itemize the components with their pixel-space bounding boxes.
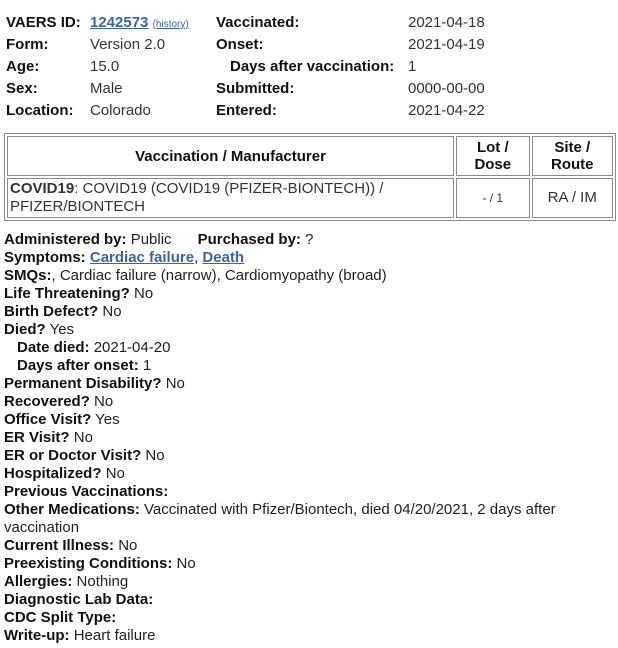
onset-value: 2021-04-19 bbox=[408, 36, 485, 53]
preexisting-conditions-label: Preexisting Conditions: bbox=[4, 555, 173, 572]
allergies-row bbox=[4, 573, 616, 591]
life-threatening-row bbox=[4, 285, 616, 303]
location-value: Colorado bbox=[90, 102, 151, 119]
diagnostic-lab-data-label: Diagnostic Lab Data: bbox=[4, 591, 154, 608]
current-illness-row bbox=[4, 537, 616, 555]
age-label: Age: bbox=[6, 58, 40, 75]
diagnostic-lab-data-row bbox=[4, 591, 616, 609]
permanent-disability-value: No bbox=[165, 375, 185, 392]
administered-value: Public bbox=[130, 231, 172, 248]
office-visit-value: Yes bbox=[95, 411, 120, 428]
col-site-label: Site / bbox=[554, 139, 591, 156]
write-up-row bbox=[4, 627, 616, 645]
died-value: Yes bbox=[49, 321, 75, 338]
life-threatening-label: Life Threatening? bbox=[4, 285, 130, 302]
administered-row bbox=[4, 231, 616, 249]
hospitalized-value: No bbox=[105, 465, 125, 482]
smqs-label: SMQs: bbox=[4, 267, 52, 284]
submitted-value: 0000-00-00 bbox=[408, 80, 485, 97]
vaccinated-value: 2021-04-18 bbox=[408, 14, 485, 31]
died-label: Died? bbox=[4, 321, 46, 338]
symptom-link-death[interactable]: Death bbox=[202, 249, 245, 266]
died-row bbox=[4, 321, 616, 339]
purchased-label: Purchased by: bbox=[197, 231, 301, 248]
hospitalized-row bbox=[4, 465, 616, 483]
write-up-label: Write-up: bbox=[4, 627, 70, 644]
table-row bbox=[7, 178, 613, 218]
other-medications-row bbox=[4, 501, 616, 537]
write-up-value: Heart failure bbox=[73, 627, 156, 644]
birth-defect-value: No bbox=[102, 303, 122, 320]
entered-value: 2021-04-22 bbox=[408, 102, 485, 119]
vaers-id-link[interactable]: 1242573 bbox=[90, 14, 149, 31]
er-doctor-visit-value: No bbox=[145, 447, 165, 464]
vaers-id-label: VAERS ID: bbox=[6, 14, 81, 31]
er-visit-row bbox=[4, 429, 616, 447]
onset-label: Onset: bbox=[216, 36, 264, 53]
symptoms-label: Symptoms: bbox=[4, 249, 86, 266]
cdc-split-type-label: CDC Split Type: bbox=[4, 609, 117, 626]
allergies-label: Allergies: bbox=[4, 573, 73, 590]
col-vaccination-manufacturer: Vaccination / Manufacturer bbox=[7, 136, 454, 176]
symptom-link-cardiac-failure[interactable]: Cardiac failure bbox=[89, 249, 195, 266]
vaccine-cell bbox=[7, 178, 454, 218]
days-after-onset-row bbox=[4, 357, 616, 375]
vaccine-description: : COVID19 (COVID19 (PFIZER-BIONTECH)) / PFIZER/BIONTECH bbox=[10, 180, 384, 215]
current-illness-label: Current Illness: bbox=[4, 537, 115, 554]
location-label: Location: bbox=[6, 102, 74, 119]
col-lot-label: Lot / bbox=[476, 139, 509, 156]
recovered-row bbox=[4, 393, 616, 411]
purchased-value: ? bbox=[305, 231, 314, 248]
smqs-row bbox=[4, 267, 616, 285]
recovered-label: Recovered? bbox=[4, 393, 90, 410]
office-visit-label: Office Visit? bbox=[4, 411, 92, 428]
er-visit-label: ER Visit? bbox=[4, 429, 70, 446]
date-died-value: 2021-04-20 bbox=[93, 339, 171, 356]
form-label: Form: bbox=[6, 36, 49, 53]
symptom-separator: , bbox=[194, 249, 199, 266]
er-visit-value: No bbox=[73, 429, 93, 446]
age-value: 15.0 bbox=[90, 58, 120, 75]
col-route-label: Route bbox=[551, 156, 594, 173]
permanent-disability-row bbox=[4, 375, 616, 393]
col-site-route bbox=[532, 136, 613, 176]
preexisting-conditions-value: No bbox=[176, 555, 196, 572]
vaers-id-value bbox=[90, 12, 189, 36]
permanent-disability-label: Permanent Disability? bbox=[4, 375, 162, 392]
other-medications-label: Other Medications: bbox=[4, 501, 140, 518]
col-dose-label: Dose bbox=[474, 156, 512, 173]
hospitalized-label: Hospitalized? bbox=[4, 465, 102, 482]
er-doctor-visit-label: ER or Doctor Visit? bbox=[4, 447, 142, 464]
smqs-value: , Cardiac failure (narrow), Cardiomyopathy (broad) bbox=[51, 267, 387, 284]
birth-defect-row bbox=[4, 303, 616, 321]
administered-label: Administered by: bbox=[4, 231, 127, 248]
submitted-label: Submitted: bbox=[216, 80, 295, 97]
days-after-onset-label: Days after onset: bbox=[17, 357, 139, 374]
symptoms-row bbox=[4, 249, 616, 267]
sex-value: Male bbox=[90, 80, 123, 97]
col-lot-dose bbox=[456, 136, 530, 176]
previous-vaccinations-label: Previous Vaccinations: bbox=[4, 483, 169, 500]
current-illness-value: No bbox=[118, 537, 138, 554]
site-route-cell: RA / IM bbox=[532, 178, 613, 218]
entered-label: Entered: bbox=[216, 102, 277, 119]
vaccination-table bbox=[4, 133, 616, 221]
previous-vaccinations-row bbox=[4, 483, 616, 501]
vaccination-table-header bbox=[7, 136, 613, 176]
sex-label: Sex: bbox=[6, 80, 38, 97]
life-threatening-value: No bbox=[134, 285, 154, 302]
date-died-label: Date died: bbox=[17, 339, 90, 356]
days-after-onset-value: 1 bbox=[142, 357, 152, 374]
other-medications-value: Vaccinated with Pfizer/Biontech, died 04/20/2021, 2 days after vaccination bbox=[4, 501, 556, 536]
cdc-split-type-row bbox=[4, 609, 616, 627]
preexisting-conditions-row bbox=[4, 555, 616, 573]
days-after-vaccination-value: 1 bbox=[408, 58, 417, 75]
birth-defect-label: Birth Defect? bbox=[4, 303, 99, 320]
days-after-vaccination-label: Days after vaccination: bbox=[230, 58, 395, 75]
er-doctor-visit-row bbox=[4, 447, 616, 465]
allergies-value: Nothing bbox=[76, 573, 129, 590]
recovered-value: No bbox=[94, 393, 114, 410]
vaccinated-label: Vaccinated: bbox=[216, 14, 300, 31]
lot-dose-cell: - / 1 bbox=[456, 178, 530, 218]
office-visit-row bbox=[4, 411, 616, 429]
date-died-row bbox=[4, 339, 616, 357]
vaccine-code: COVID19 bbox=[10, 180, 75, 197]
form-value: Version 2.0 bbox=[90, 36, 166, 53]
history-link[interactable]: (history) bbox=[152, 19, 189, 30]
report-details bbox=[4, 231, 616, 645]
